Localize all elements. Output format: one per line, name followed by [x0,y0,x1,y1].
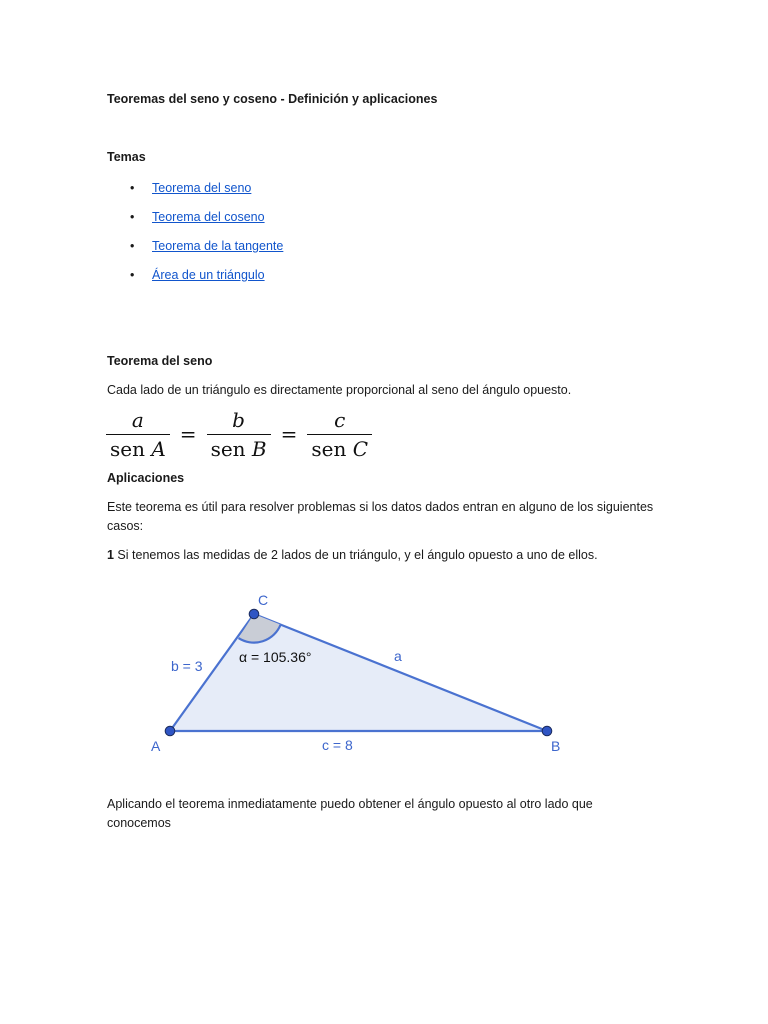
bullet-icon: • [130,210,135,224]
equals-sign: = [280,422,298,446]
side-c-label: c = 8 [322,737,353,753]
angle-c-symbol: C [352,436,369,461]
sen-label: sen [110,436,145,461]
side-b-label: b = 3 [171,658,203,674]
triangle-shape [170,614,547,731]
vertex-a-label: A [151,738,161,754]
vertex-b-point [542,726,552,736]
document-title: Teoremas del seno y coseno - Definición y aplicaciones [107,92,438,106]
vertex-a-point [165,726,175,736]
conclusion-text-line2: conocemos [107,816,171,830]
applications-text-line1: Este teorema es útil para resolver problemas si los datos dados entran en alguno de los siguientes [107,500,654,514]
sine-theorem-definition: Cada lado de un triángulo es directamente proporcional al seno del ángulo opuesto. [107,383,572,397]
numerator-c: c [334,407,346,432]
conclusion-text-line1: Aplicando el teorema inmediatamente puedo obtener el ángulo opuesto al otro lado que [107,797,593,811]
bullet-icon: • [130,181,135,195]
angle-b-symbol: B [251,436,267,461]
sen-label: sen [311,436,347,461]
vertex-b-label: B [551,738,561,754]
bullet-icon: • [130,239,135,253]
numerator-b: b [232,407,245,432]
topics-heading: Temas [107,150,146,164]
applications-text-line2: casos: [107,519,144,533]
numerator-a: a [131,407,144,432]
angle-c-label: α = 105.36° [239,649,312,665]
link-area-de-un-triangulo[interactable]: Área de un triángulo [152,268,265,282]
link-teorema-del-seno[interactable]: Teorema del seno [152,181,252,195]
sen-label: sen [210,436,246,461]
vertex-c-point [249,609,259,619]
equals-sign: = [179,422,197,446]
sine-theorem-heading: Teorema del seno [107,354,213,368]
vertex-c-label: C [258,592,269,608]
case-text: Si tenemos las medidas de 2 lados de un triángulo, y el ángulo opuesto a uno de ellos. [113,548,598,562]
side-a-label: a [394,648,402,664]
link-teorema-del-coseno[interactable]: Teorema del coseno [152,210,265,224]
link-teorema-de-la-tangente[interactable]: Teorema de la tangente [152,239,284,253]
case-number: 1 [107,548,114,562]
applications-heading: Aplicaciones [107,471,185,485]
bullet-icon: • [130,268,135,282]
angle-a-symbol: A [151,436,166,461]
